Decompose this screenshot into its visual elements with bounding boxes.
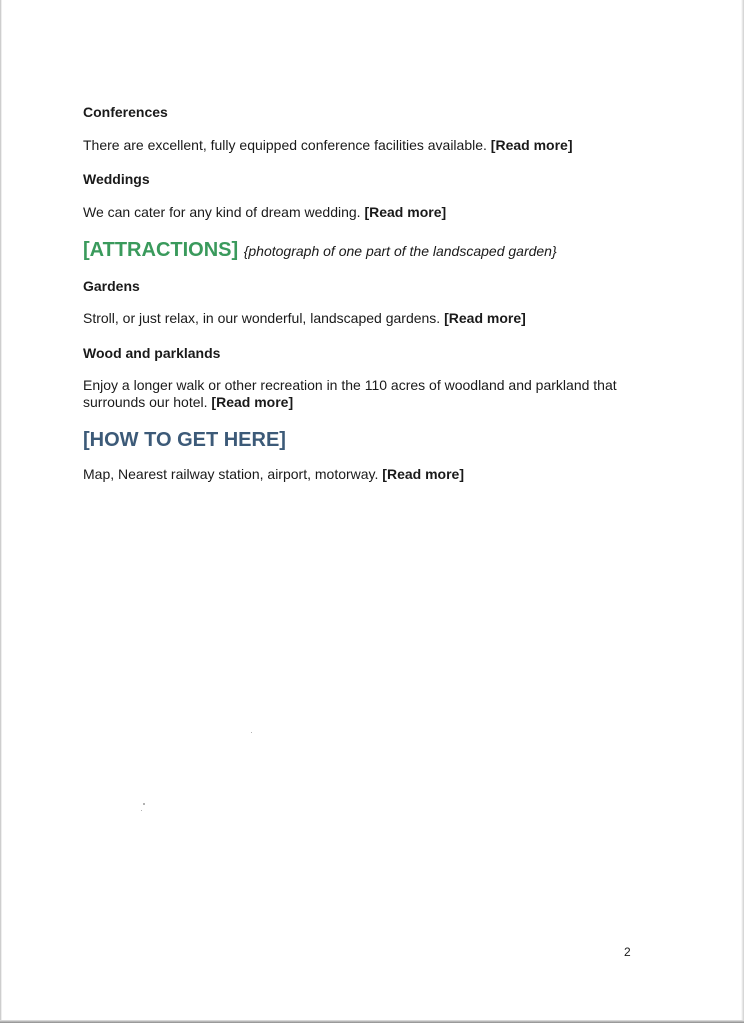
directions-section-heading: [HOW TO GET HERE] xyxy=(83,429,286,451)
directions-paragraph xyxy=(83,466,643,483)
conferences-read-more-link[interactable]: [Read more] xyxy=(490,137,573,153)
weddings-paragraph xyxy=(83,204,643,221)
directions-read-more-link[interactable]: [Read more] xyxy=(382,466,464,482)
conferences-paragraph xyxy=(83,137,643,154)
conferences-heading: Conferences xyxy=(83,104,168,120)
woodlands-heading: Wood and parklands xyxy=(83,345,221,361)
attractions-photo-note: {photograph of one part of the landscaped garden} xyxy=(243,243,557,259)
weddings-text: We can cater for any kind of dream wedding. xyxy=(83,204,361,220)
attractions-section-heading xyxy=(83,238,557,263)
woodlands-text: Enjoy a longer walk or other recreation in the 110 acres of woodland and parkland that surrounds our hotel. xyxy=(83,377,617,410)
scan-speck xyxy=(251,732,252,733)
scan-speck xyxy=(141,810,142,811)
woodlands-paragraph xyxy=(83,377,643,411)
gardens-text: Stroll, or just relax, in our wonderful, landscaped gardens. xyxy=(83,310,441,326)
page-number: 2 xyxy=(624,945,631,959)
gardens-heading: Gardens xyxy=(83,278,140,294)
weddings-heading: Weddings xyxy=(83,171,150,187)
attractions-heading-text: [ATTRACTIONS] xyxy=(83,239,239,261)
conferences-text: There are excellent, fully equipped conference facilities available. xyxy=(83,137,487,153)
scan-edge-left xyxy=(0,0,2,1023)
gardens-read-more-link[interactable]: [Read more] xyxy=(444,310,526,326)
gardens-paragraph xyxy=(83,310,643,327)
weddings-read-more-link[interactable]: [Read more] xyxy=(364,204,447,220)
directions-text: Map, Nearest railway station, airport, motorway. xyxy=(83,466,379,482)
woodlands-read-more-link[interactable]: [Read more] xyxy=(211,394,294,410)
scan-speck xyxy=(143,803,145,805)
